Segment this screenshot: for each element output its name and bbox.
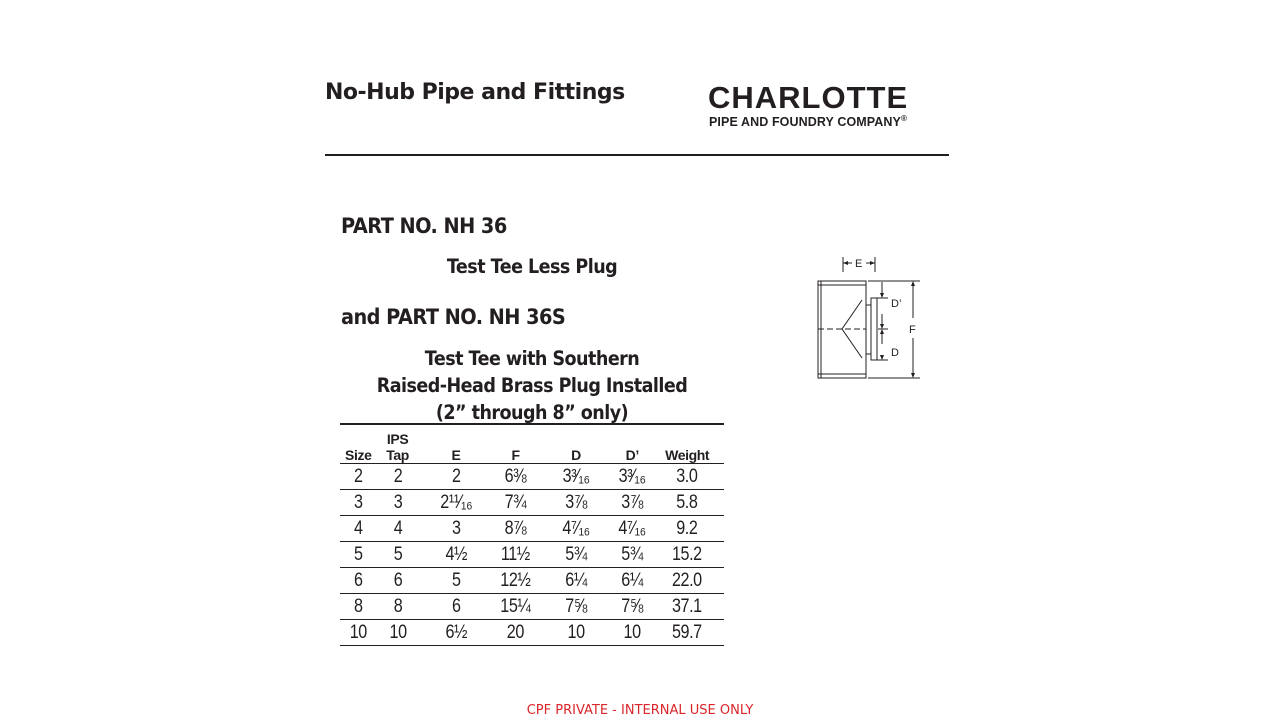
section-title: No-Hub Pipe and Fittings	[325, 80, 625, 105]
cell-d: 6¼	[544, 568, 609, 594]
col-header-f: F	[511, 447, 520, 463]
cell-weight: 22.0	[656, 568, 719, 594]
header-divider	[325, 154, 949, 156]
cell-weight: 5.8	[656, 490, 719, 516]
cell-e: 6	[424, 594, 487, 620]
cell-d-prime: 7⅝	[617, 594, 648, 620]
cell-f: 8⅞	[497, 516, 535, 542]
part-description-nh36: Test Tee Less Plug	[446, 255, 618, 278]
diagram-label-e: E	[855, 258, 863, 270]
cell-e: 5	[424, 568, 487, 594]
cell-d-prime: 6¼	[617, 568, 648, 594]
cell-ips-tap: 8	[380, 594, 416, 620]
cell-weight: 9.2	[656, 516, 719, 542]
cell-f: 7¾	[497, 490, 535, 516]
cell-size: 8	[343, 594, 374, 620]
col-header-e: E	[451, 447, 461, 463]
table-row	[340, 464, 724, 490]
dimensions-table	[340, 423, 724, 646]
table-row	[340, 490, 724, 516]
cell-ips-tap: 2	[380, 464, 416, 490]
cell-d: 3³⁄₁₆	[544, 464, 609, 490]
cell-ips-tap: 5	[380, 542, 416, 568]
charlotte-logo-subtitle	[709, 114, 907, 129]
internal-use-notice: CPF PRIVATE - INTERNAL USE ONLY	[526, 703, 754, 718]
cell-weight: 3.0	[656, 464, 719, 490]
cell-e: 2¹¹⁄₁₆	[424, 490, 487, 516]
col-header-size: Size	[345, 447, 372, 463]
table-row	[340, 594, 724, 620]
cell-f: 12½	[497, 568, 535, 594]
cell-e: 2	[424, 464, 487, 490]
description-line-1: Test Tee with Southern	[424, 347, 640, 370]
cell-size: 5	[343, 542, 374, 568]
cell-d: 7⅝	[544, 594, 609, 620]
logo-subtitle-text: PIPE AND FOUNDRY COMPANY	[709, 115, 901, 130]
test-tee-diagram	[812, 252, 924, 384]
charlotte-logo-name: CHARLOTTE	[708, 80, 909, 115]
part-number-nh36s: and PART NO. NH 36S	[341, 305, 566, 329]
description-line-3: (2” through 8” only)	[435, 401, 629, 424]
cell-ips-tap: 4	[380, 516, 416, 542]
col-header-d: D	[571, 447, 581, 463]
table-body	[340, 464, 724, 646]
cell-e: 6½	[424, 620, 487, 646]
cell-size: 4	[343, 516, 374, 542]
cell-f: 20	[497, 620, 535, 646]
cell-size: 2	[343, 464, 374, 490]
description-line-2: Raised-Head Brass Plug Installed	[376, 374, 688, 397]
cell-d: 10	[544, 620, 609, 646]
cell-size: 3	[343, 490, 374, 516]
cell-f: 6⅜	[497, 464, 535, 490]
cell-d-prime: 4⁷⁄₁₆	[617, 516, 648, 542]
table-header-row	[340, 424, 724, 464]
cell-weight: 37.1	[656, 594, 719, 620]
cell-f: 15¼	[497, 594, 535, 620]
cell-f: 11½	[497, 542, 535, 568]
cell-e: 3	[424, 516, 487, 542]
col-header-tap: Tap	[386, 447, 409, 463]
diagram-label-f: F	[909, 324, 916, 336]
cell-weight: 59.7	[656, 620, 719, 646]
cell-d: 3⅞	[544, 490, 609, 516]
cell-d-prime: 3⅞	[617, 490, 648, 516]
cell-ips-tap: 10	[380, 620, 416, 646]
part-number-nh36: PART NO. NH 36	[341, 214, 507, 238]
cell-ips-tap: 6	[380, 568, 416, 594]
table-row	[340, 516, 724, 542]
cell-d: 4⁷⁄₁₆	[544, 516, 609, 542]
diagram-label-d: D	[891, 347, 899, 359]
cell-d: 5¾	[544, 542, 609, 568]
part-description-nh36s	[340, 345, 724, 426]
cell-size: 6	[343, 568, 374, 594]
cell-size: 10	[343, 620, 374, 646]
table-row	[340, 542, 724, 568]
cell-d-prime: 5¾	[617, 542, 648, 568]
col-header-ips: IPS	[386, 431, 409, 447]
table-row	[340, 568, 724, 594]
registered-mark: ®	[901, 114, 907, 123]
table-row	[340, 620, 724, 646]
cell-ips-tap: 3	[380, 490, 416, 516]
cell-weight: 15.2	[656, 542, 719, 568]
col-header-ips-tap	[377, 424, 419, 464]
cell-d-prime: 3³⁄₁₆	[617, 464, 648, 490]
cell-d-prime: 10	[617, 620, 648, 646]
diagram-label-d-prime: D’	[891, 298, 902, 310]
col-header-d-prime: D’	[625, 447, 639, 463]
cell-e: 4½	[424, 542, 487, 568]
col-header-weight: Weight	[665, 447, 710, 463]
